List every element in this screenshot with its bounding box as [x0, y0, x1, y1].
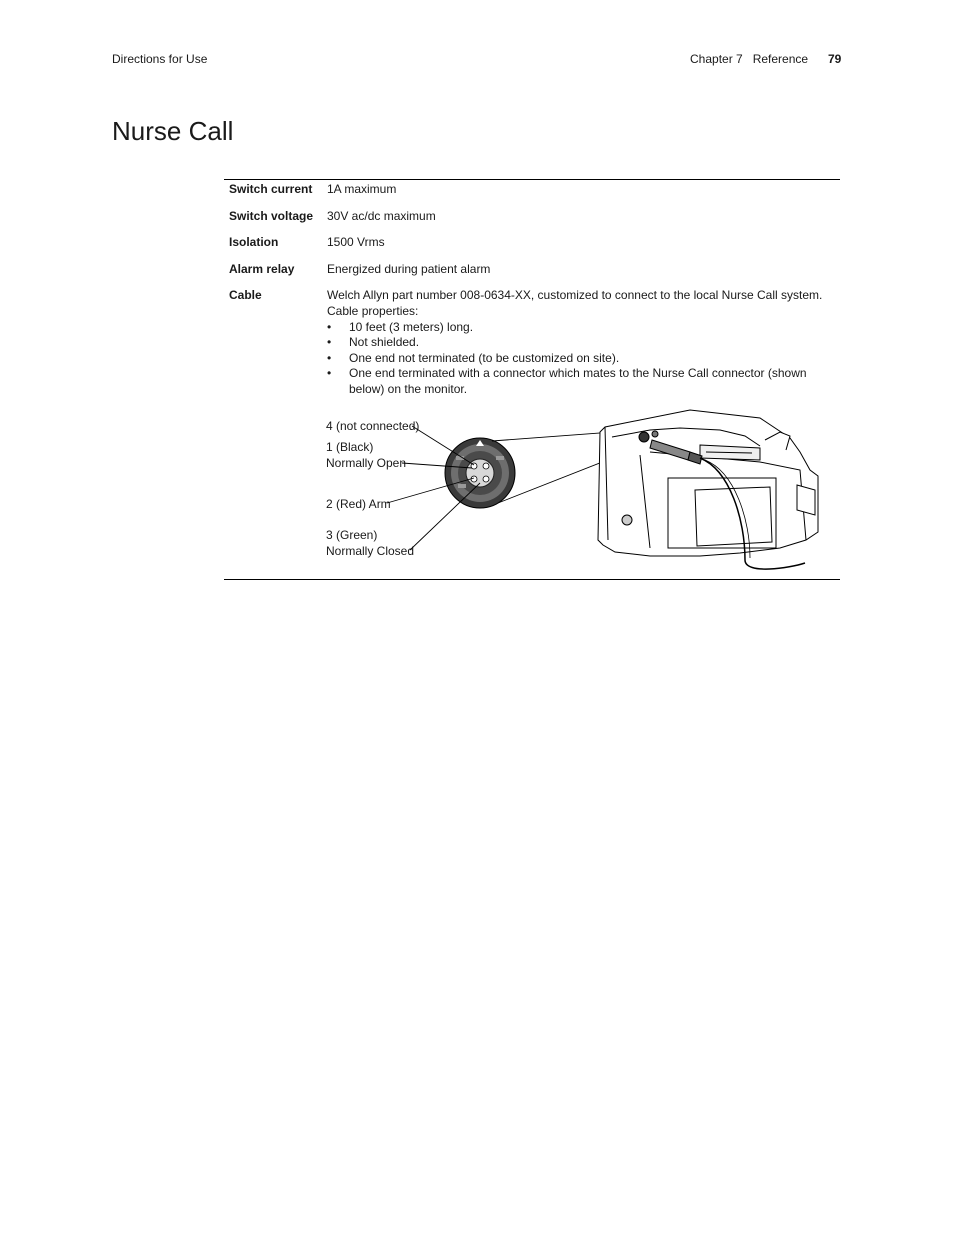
table-bottom-rule — [224, 579, 840, 580]
bullet-marker: • — [327, 366, 332, 380]
bullet-marker: • — [327, 351, 332, 365]
cable-properties-heading: Cable properties: — [327, 304, 419, 318]
spec-label-isolation: Isolation — [229, 235, 279, 249]
section-label: Reference — [752, 52, 809, 66]
spec-value-switch-voltage: 30V ac/dc maximum — [327, 209, 436, 223]
pin-3-label: 3 (Green) — [326, 528, 378, 542]
connector-face-illustration — [445, 438, 515, 508]
spec-value-isolation: 1500 Vrms — [327, 235, 385, 249]
bullet-marker: • — [327, 320, 332, 334]
running-header-left: Directions for Use — [112, 52, 208, 66]
cable-property-terminated: One end terminated with a connector which mates to the Nurse Call connector (shown below) on the monitor. — [349, 366, 807, 396]
cable-property-unterminated: One end not terminated (to be customized on site). — [349, 351, 620, 365]
spec-label-switch-voltage: Switch voltage — [229, 209, 314, 223]
cable-property-length: 10 feet (3 meters) long. — [349, 320, 474, 334]
pin-1-label: 1 (Black) — [326, 440, 374, 454]
spec-value-switch-current: 1A maximum — [327, 182, 397, 196]
pin-4-label: 4 (not connected) — [326, 419, 420, 433]
pin-3-function: Normally Closed — [326, 544, 415, 558]
spec-label-cable: Cable — [229, 288, 262, 302]
page-title: Nurse Call — [112, 116, 234, 146]
pin-2-label: 2 (Red) Arm — [326, 497, 391, 511]
cable-property-shielding: Not shielded. — [349, 335, 420, 349]
monitor-illustration — [598, 410, 818, 569]
bullet-marker: • — [327, 335, 332, 349]
chapter-label: Chapter 7 — [690, 52, 743, 66]
spec-label-alarm-relay: Alarm relay — [229, 262, 295, 276]
page-number: 79 — [828, 52, 842, 66]
spec-value-alarm-relay: Energized during patient alarm — [327, 262, 491, 276]
cable-description: Welch Allyn part number 008-0634-XX, customized to connect to the local Nurse Call system. — [327, 288, 823, 302]
pin-1-function: Normally Open — [326, 456, 407, 470]
spec-label-switch-current: Switch current — [229, 182, 313, 196]
